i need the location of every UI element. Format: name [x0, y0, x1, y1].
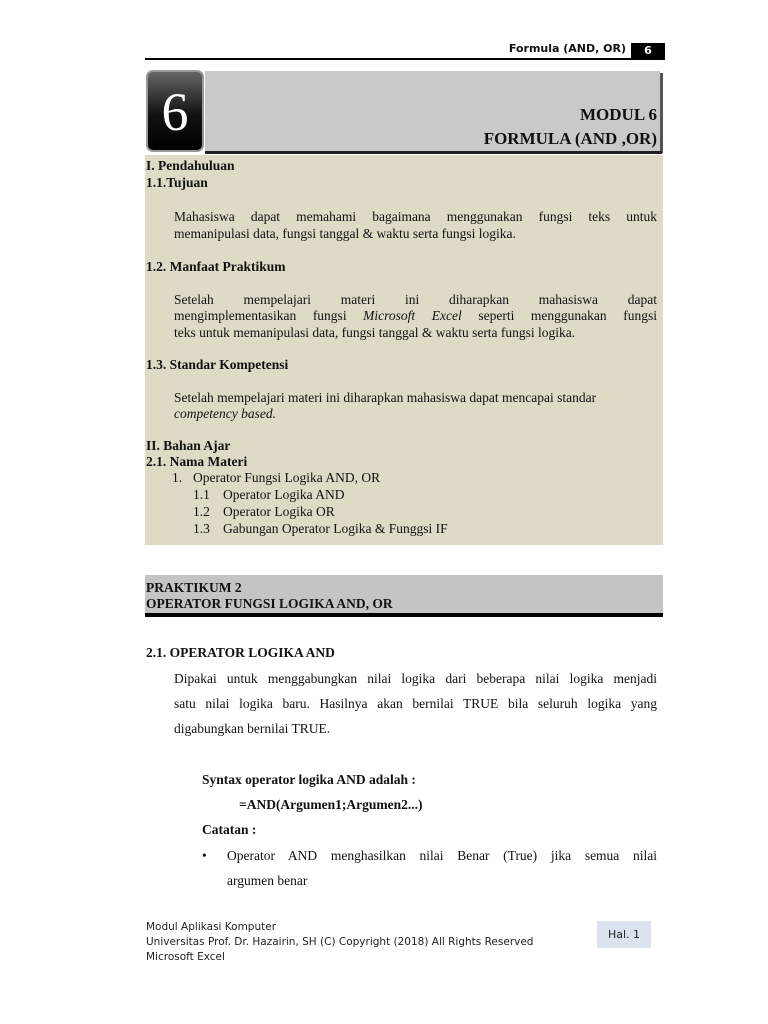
intro-heading: I. Pendahuluan — [146, 158, 235, 173]
standar-text-line1: Setelah mempelajari materi ini diharapkan mahasiswa dapat mencapai standar — [174, 390, 597, 405]
section-para-line2: satu nilai logika baru. Hasilnya akan bernilai TRUE bila seluruh logika yang — [174, 696, 657, 711]
bullet-text-line2: argumen benar — [227, 873, 308, 888]
materi-subitem-number: 1.2 — [193, 504, 210, 519]
manfaat-text-line1: Setelah mempelajari materi ini diharapkan mahasiswa dapat — [174, 292, 657, 307]
running-header-title: Formula (AND, OR) — [508, 42, 626, 55]
module-number-box: 6 — [146, 70, 204, 152]
section-para-line1: Dipakai untuk menggabungkan nilai logika dari beberapa nilai logika menjadi — [174, 671, 657, 686]
bahan-heading: II. Bahan Ajar — [146, 438, 231, 453]
section-heading: 2.1. OPERATOR LOGIKA AND — [146, 645, 335, 660]
manfaat-text-line2 — [174, 308, 657, 325]
competency-term: competency based. — [174, 406, 276, 421]
syntax-formula: =AND(Argumen1;Argumen2...) — [239, 797, 423, 812]
microsoft-excel-term: Microsoft Excel — [363, 308, 462, 323]
tujuan-text-line1: Mahasiswa dapat memahami bagaimana menggunakan fungsi teks untuk — [174, 209, 657, 224]
praktikum-rule — [145, 613, 663, 617]
manfaat-heading: 1.2. Manfaat Praktikum — [146, 259, 286, 274]
materi-item-number: 1. — [172, 470, 183, 485]
header-rule — [145, 58, 665, 60]
module-banner-rule — [205, 151, 662, 154]
materi-item-label: Operator Fungsi Logika AND, OR — [193, 470, 381, 485]
module-banner-shadow — [660, 73, 663, 153]
manfaat-text-part: mengimplementasikan fungsi — [174, 308, 364, 323]
module-title-line2: FORMULA (AND ,OR) — [483, 129, 657, 148]
footer-line3: Microsoft Excel — [146, 951, 225, 963]
syntax-label: Syntax operator logika AND adalah : — [202, 772, 416, 787]
section-para-line3: digabungkan bernilai TRUE. — [174, 721, 331, 736]
module-title — [300, 103, 657, 151]
materi-subitem-label: Operator Logika AND — [223, 487, 345, 502]
footer-line2: Universitas Prof. Dr. Hazairin, SH (C) Copyright (2018) All Rights Reserved — [146, 936, 534, 948]
bullet-text-line1: Operator AND menghasilkan nilai Benar (True) jika semua nilai — [227, 848, 657, 863]
running-header-page-badge: 6 — [631, 43, 665, 59]
tujuan-heading: 1.1.Tujuan — [146, 175, 208, 190]
module-title-line1: MODUL 6 — [580, 105, 657, 124]
standar-text-line2 — [174, 406, 276, 423]
praktikum-subtitle: OPERATOR FUNGSI LOGIKA AND, OR — [146, 596, 393, 611]
materi-subitem-number: 1.3 — [193, 521, 210, 536]
materi-subitem-label: Gabungan Operator Logika & Funggsi IF — [223, 521, 448, 536]
tujuan-text-line2: memanipulasi data, fungsi tanggal & waktu serta fungsi logika. — [174, 226, 516, 241]
manfaat-text-part: seperti menggunakan fungsi — [461, 308, 658, 323]
nama-materi-heading: 2.1. Nama Materi — [146, 454, 248, 469]
praktikum-title: PRAKTIKUM 2 — [146, 580, 242, 595]
catatan-label: Catatan : — [202, 822, 257, 837]
materi-subitem-number: 1.1 — [193, 487, 210, 502]
page-number: Hal. 1 — [597, 921, 651, 948]
materi-subitem-label: Operator Logika OR — [223, 504, 335, 519]
footer-line1: Modul Aplikasi Komputer — [146, 921, 277, 933]
footer-text — [146, 920, 533, 965]
standar-heading: 1.3. Standar Kompetensi — [146, 357, 289, 372]
bullet-dot: • — [202, 848, 207, 863]
manfaat-text-line3: teks untuk memanipulasi data, fungsi tanggal & waktu serta fungsi logika. — [174, 325, 576, 340]
